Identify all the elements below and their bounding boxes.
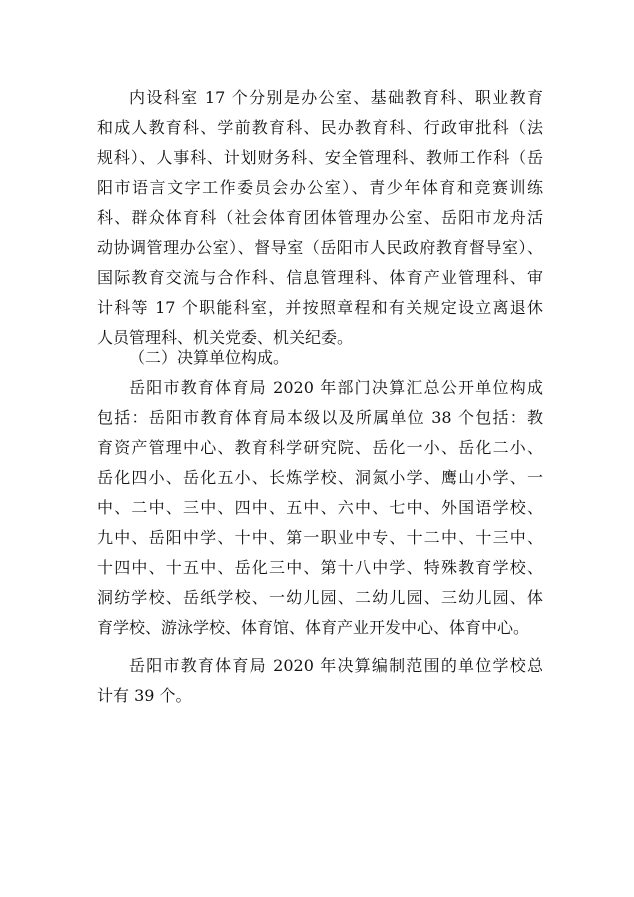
paragraph-total-units (97, 651, 543, 711)
section-heading (129, 343, 429, 373)
text-line: 动协调管理办公室）、督导室（岳阳市人民政府教育督导室）、 (97, 238, 543, 257)
text-line: 阳市语言文字工作委员会办公室）、青少年体育和竞赛训练 (97, 178, 543, 197)
text-line: 育学校、游泳学校、体育馆、体育产业开发中心、体育中心。 (97, 618, 530, 637)
section-heading-text: （二）决算单位构成。 (129, 348, 290, 367)
text-line: 人员管理科、机关党委、机关纪委。 (97, 328, 354, 347)
text-line: 育资产管理中心、教育科学研究院、岳化一小、岳化二小、 (97, 438, 543, 457)
text-line: 包括：岳阳市教育体育局本级以及所属单位 38 个包括：教 (97, 408, 543, 427)
text-line: 内设科室 17 个分别是办公室、基础教育科、职业教育 (129, 88, 543, 107)
text-line: 计科等 17 个职能科室，并按照章程和有关规定设立离退休 (97, 298, 543, 317)
text-line: 和成人教育科、学前教育科、民办教育科、行政审批科（法 (97, 118, 543, 137)
text-line: 规科）、人事科、计划财务科、安全管理科、教师工作科（岳 (97, 148, 543, 167)
text-line: 岳阳市教育体育局 2020 年决算编制范围的单位学校总 (129, 656, 543, 675)
text-line: 洞纺学校、岳纸学校、一幼儿园、二幼儿园、三幼儿园、体 (97, 588, 543, 607)
text-line: 国际教育交流与合作科、信息管理科、体育产业管理科、审 (97, 268, 543, 287)
text-line: 十四中、十五中、岳化三中、第十八中学、特殊教育学校、 (97, 558, 543, 577)
text-line: 中、二中、三中、四中、五中、六中、七中、外国语学校、 (97, 498, 543, 517)
text-line: 岳阳市教育体育局 2020 年部门决算汇总公开单位构成 (129, 378, 543, 397)
paragraph-internal-departments (97, 83, 543, 353)
text-line: 计有 39 个。 (97, 686, 192, 705)
text-line: 科、群众体育科（社会体育团体管理办公室、岳阳市龙舟活 (97, 208, 543, 227)
text-line: 岳化四小、岳化五小、长炼学校、洞氮小学、鹰山小学、一 (97, 468, 543, 487)
paragraph-unit-composition (97, 373, 543, 643)
text-line: 九中、岳阳中学、十中、第一职业中专、十二中、十三中、 (97, 528, 543, 547)
